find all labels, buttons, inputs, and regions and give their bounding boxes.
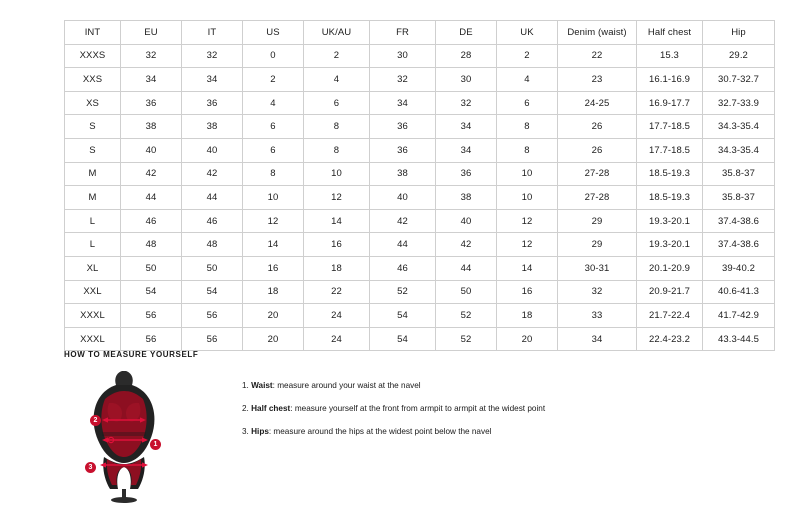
cell: 56 <box>121 327 182 351</box>
cell: 40 <box>182 138 243 162</box>
cell: 30 <box>436 68 497 92</box>
cell: 6 <box>243 138 304 162</box>
cell: 6 <box>243 115 304 139</box>
instruction-text: : measure yourself at the front from armpit to armpit at the widest point <box>290 403 546 413</box>
instruction-item-3 <box>242 427 545 437</box>
table-row <box>65 209 775 233</box>
cell: 21.7-22.4 <box>637 304 703 328</box>
cell: 28 <box>436 44 497 68</box>
cell: 39-40.2 <box>703 256 775 280</box>
cell: 35.8-37 <box>703 186 775 210</box>
cell: 36 <box>370 115 436 139</box>
cell: XXXS <box>65 44 121 68</box>
cell: 15.3 <box>637 44 703 68</box>
cell: 52 <box>436 304 497 328</box>
cell: M <box>65 162 121 186</box>
column-header: Half chest <box>637 21 703 45</box>
cell: 18 <box>304 256 370 280</box>
cell: 12 <box>497 233 558 257</box>
cell: 8 <box>243 162 304 186</box>
cell: 40 <box>436 209 497 233</box>
cell: 14 <box>497 256 558 280</box>
cell: 16.1-16.9 <box>637 68 703 92</box>
column-header: FR <box>370 21 436 45</box>
cell: 35.8-37 <box>703 162 775 186</box>
column-header: UK <box>497 21 558 45</box>
cell: 16 <box>243 256 304 280</box>
cell: 26 <box>558 138 637 162</box>
cell: 17.7-18.5 <box>637 115 703 139</box>
how-to-measure-body <box>64 369 744 504</box>
cell: 6 <box>304 91 370 115</box>
cell: 50 <box>121 256 182 280</box>
cell: 34 <box>370 91 436 115</box>
instruction-term: Hips <box>251 426 269 436</box>
marker-3: 3 <box>85 462 96 473</box>
cell: 40 <box>121 138 182 162</box>
cell: 8 <box>497 138 558 162</box>
cell: 19.3-20.1 <box>637 233 703 257</box>
cell: 16 <box>497 280 558 304</box>
cell: 40 <box>370 186 436 210</box>
column-header: INT <box>65 21 121 45</box>
table-row <box>65 327 775 351</box>
instruction-item-1 <box>242 381 545 391</box>
table-row <box>65 162 775 186</box>
cell: 48 <box>121 233 182 257</box>
cell: 20.1-20.9 <box>637 256 703 280</box>
cell: 12 <box>497 209 558 233</box>
cell: 52 <box>436 327 497 351</box>
cell: 56 <box>121 304 182 328</box>
table-row <box>65 138 775 162</box>
cell: 23 <box>558 68 637 92</box>
cell: 44 <box>436 256 497 280</box>
cell: 34.3-35.4 <box>703 138 775 162</box>
column-header: Hip <box>703 21 775 45</box>
cell: 12 <box>243 209 304 233</box>
cell: 32 <box>558 280 637 304</box>
cell: 54 <box>182 280 243 304</box>
cell: 8 <box>304 138 370 162</box>
column-header: EU <box>121 21 182 45</box>
cell: S <box>65 115 121 139</box>
cell: 46 <box>121 209 182 233</box>
cell: 48 <box>182 233 243 257</box>
table-row <box>65 186 775 210</box>
cell: 16 <box>304 233 370 257</box>
cell: 29.2 <box>703 44 775 68</box>
cell: 22.4-23.2 <box>637 327 703 351</box>
cell: 33 <box>558 304 637 328</box>
cell: L <box>65 209 121 233</box>
size-chart-table-container <box>64 20 760 351</box>
cell: 41.7-42.9 <box>703 304 775 328</box>
cell: 38 <box>182 115 243 139</box>
cell: 29 <box>558 209 637 233</box>
cell: 34 <box>558 327 637 351</box>
cell: 20 <box>243 327 304 351</box>
cell: 38 <box>436 186 497 210</box>
instruction-term: Half chest <box>251 403 291 413</box>
cell: 43.3-44.5 <box>703 327 775 351</box>
cell: 8 <box>497 115 558 139</box>
cell: 54 <box>370 304 436 328</box>
cell: S <box>65 138 121 162</box>
cell: 17.7-18.5 <box>637 138 703 162</box>
cell: 18 <box>497 304 558 328</box>
cell: 42 <box>370 209 436 233</box>
cell: XXL <box>65 280 121 304</box>
cell: 26 <box>558 115 637 139</box>
marker-1: 1 <box>150 439 161 450</box>
cell: 12 <box>304 186 370 210</box>
cell: L <box>65 233 121 257</box>
cell: 36 <box>121 91 182 115</box>
cell: 18.5-19.3 <box>637 162 703 186</box>
cell: 37.4-38.6 <box>703 233 775 257</box>
table-row <box>65 256 775 280</box>
cell: 36 <box>182 91 243 115</box>
cell: 27-28 <box>558 162 637 186</box>
cell: XXXL <box>65 304 121 328</box>
cell: 8 <box>304 115 370 139</box>
table-row <box>65 68 775 92</box>
cell: 18 <box>243 280 304 304</box>
cell: 46 <box>370 256 436 280</box>
cell: M <box>65 186 121 210</box>
cell: 14 <box>304 209 370 233</box>
cell: 54 <box>121 280 182 304</box>
cell: 30-31 <box>558 256 637 280</box>
cell: 34 <box>121 68 182 92</box>
cell: 27-28 <box>558 186 637 210</box>
cell: 10 <box>304 162 370 186</box>
cell: 6 <box>497 91 558 115</box>
cell: 38 <box>121 115 182 139</box>
cell: 24-25 <box>558 91 637 115</box>
cell: 0 <box>243 44 304 68</box>
cell: XXXL <box>65 327 121 351</box>
instruction-text: : measure around the hips at the widest point below the navel <box>268 426 492 436</box>
instruction-number: 2. <box>242 403 249 413</box>
cell: 10 <box>497 186 558 210</box>
column-header: UK/AU <box>304 21 370 45</box>
mannequin-figure <box>64 369 184 504</box>
instruction-term: Waist <box>251 381 273 390</box>
cell: 24 <box>304 304 370 328</box>
cell: 10 <box>243 186 304 210</box>
column-header: DE <box>436 21 497 45</box>
cell: 34.3-35.4 <box>703 115 775 139</box>
cell: 37.4-38.6 <box>703 209 775 233</box>
cell: 36 <box>370 138 436 162</box>
cell: XL <box>65 256 121 280</box>
table-row <box>65 115 775 139</box>
cell: 30.7-32.7 <box>703 68 775 92</box>
cell: 30 <box>370 44 436 68</box>
cell: 2 <box>497 44 558 68</box>
instruction-number: 3. <box>242 426 249 436</box>
cell: 56 <box>182 304 243 328</box>
cell: 44 <box>121 186 182 210</box>
cell: 42 <box>436 233 497 257</box>
cell: 19.3-20.1 <box>637 209 703 233</box>
cell: 22 <box>304 280 370 304</box>
cell: 10 <box>497 162 558 186</box>
cell: 40.6-41.3 <box>703 280 775 304</box>
how-to-measure-section <box>64 350 744 504</box>
cell: 29 <box>558 233 637 257</box>
instruction-number: 1. <box>242 381 249 390</box>
cell: 4 <box>243 91 304 115</box>
cell: 46 <box>182 209 243 233</box>
how-to-measure-title: HOW TO MEASURE YOURSELF <box>64 350 199 359</box>
cell: XXS <box>65 68 121 92</box>
cell: 20 <box>497 327 558 351</box>
cell: 34 <box>436 138 497 162</box>
marker-2: 2 <box>90 415 101 426</box>
mannequin-illustration <box>64 369 184 504</box>
cell: 52 <box>370 280 436 304</box>
cell: 32 <box>182 44 243 68</box>
cell: 20.9-21.7 <box>637 280 703 304</box>
instruction-text: : measure around your waist at the navel <box>272 381 421 390</box>
column-header: US <box>243 21 304 45</box>
cell: 36 <box>436 162 497 186</box>
cell: 56 <box>182 327 243 351</box>
cell: 38 <box>370 162 436 186</box>
table-row <box>65 91 775 115</box>
table-row <box>65 304 775 328</box>
cell: 34 <box>436 115 497 139</box>
table-header-row <box>65 21 775 45</box>
cell: 54 <box>370 327 436 351</box>
cell: 22 <box>558 44 637 68</box>
cell: 32 <box>436 91 497 115</box>
measure-instructions <box>242 381 545 450</box>
column-header: Denim (waist) <box>558 21 637 45</box>
instruction-item-2 <box>242 404 545 414</box>
cell: 50 <box>436 280 497 304</box>
cell: 4 <box>304 68 370 92</box>
cell: 44 <box>370 233 436 257</box>
cell: 2 <box>304 44 370 68</box>
cell: 32 <box>121 44 182 68</box>
cell: 4 <box>497 68 558 92</box>
cell: 50 <box>182 256 243 280</box>
table-row <box>65 233 775 257</box>
column-header: IT <box>182 21 243 45</box>
cell: XS <box>65 91 121 115</box>
cell: 32 <box>370 68 436 92</box>
cell: 34 <box>182 68 243 92</box>
cell: 24 <box>304 327 370 351</box>
cell: 20 <box>243 304 304 328</box>
cell: 44 <box>182 186 243 210</box>
cell: 42 <box>121 162 182 186</box>
size-chart-table <box>64 20 775 351</box>
cell: 16.9-17.7 <box>637 91 703 115</box>
cell: 18.5-19.3 <box>637 186 703 210</box>
table-row <box>65 44 775 68</box>
cell: 32.7-33.9 <box>703 91 775 115</box>
cell: 42 <box>182 162 243 186</box>
cell: 14 <box>243 233 304 257</box>
cell: 2 <box>243 68 304 92</box>
table-row <box>65 280 775 304</box>
